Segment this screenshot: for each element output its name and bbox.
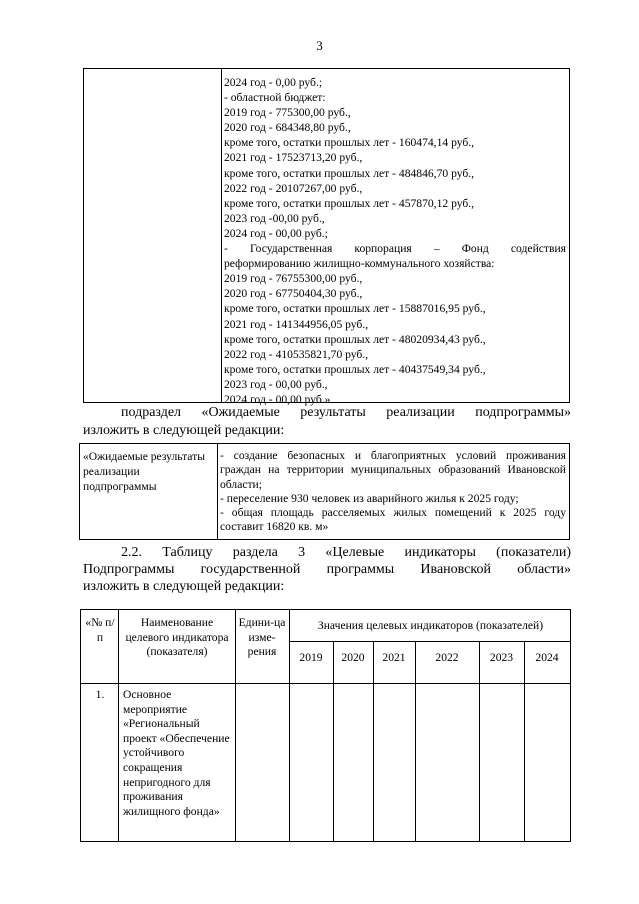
header-values: Значения целевых индикаторов (показателей) [317,619,544,632]
funding-line: 2024 год - 00,00 руб.; [224,226,328,240]
col-line [415,641,416,841]
section-heading: 2.2. Таблицу раздела 3 «Целевые индикаторы (показатели) [121,545,571,560]
year-2023: 2023 [489,651,514,664]
funding-line: - Государственная корпорация – Фонд содействия [224,242,566,256]
results-label: «Ожидаемые результаты реализации подпрограммы [83,450,205,493]
indicators-table [80,609,571,842]
funding-line: кроме того, остатки прошлых лет - 48020934,43 руб., [224,332,486,346]
section-heading-cont: Подпрограммы государственной программы Ивановской области» [83,562,571,577]
funding-line: кроме того, остатки прошлых лет - 160474,14 руб., [224,136,475,150]
funding-line: 2020 год - 67750404,30 руб., [224,287,363,301]
funding-line: - областной бюджет: [224,91,326,105]
funding-line: реформированию жилищно-коммунального хозяйства: [224,257,495,271]
result-item: - переселение 930 человек из аварийного жилья к 2025 году; [220,491,519,505]
funding-line: кроме того, остатки прошлых лет - 484846,70 руб., [224,166,475,180]
col-line [373,641,374,841]
funding-line: 2022 год - 20107267,00 руб., [224,181,363,195]
funding-line: 2020 год - 684348,80 руб., [224,121,351,135]
page-number: 3 [316,38,323,53]
results-table [79,443,570,540]
row-line [289,641,570,642]
subsection-instruction: изложить в следующей редакции: [83,423,285,438]
section-instruction: изложить в следующей редакции: [83,579,285,594]
funding-line: кроме того, остатки прошлых лет - 457870,12 руб., [224,196,475,210]
funding-line: кроме того, остатки прошлых лет - 40437549,34 руб., [224,362,486,376]
col-line [479,641,480,841]
result-item: - общая площадь расселяемых жилых помещений к 2025 году составит 16820 кв. м» [220,506,566,534]
funding-table [83,68,570,406]
result-item: - создание безопасных и благоприятных условий проживания граждан на территории муниципальных образований Ивановской области; [220,449,566,491]
funding-line: кроме того, остатки прошлых лет - 15887016,95 руб., [224,302,486,316]
col-line [524,641,525,841]
header-num: «№ п/п [85,616,115,644]
funding-line: 2019 год - 775300,00 руб., [224,106,351,120]
col-line [289,610,290,841]
funding-line: 2021 год - 141344956,05 руб., [224,317,369,331]
year-2022: 2022 [435,651,459,664]
col-line [118,610,119,841]
year-2024: 2024 [535,651,559,664]
row1-name: Основное мероприятие «Региональный проект «Обеспечение устойчивого сокращения непригодного для проживания жилищного фонда» [123,688,230,818]
year-2021: 2021 [382,651,406,664]
year-2019: 2019 [299,651,323,664]
subsection-heading: подраздел «Ожидаемые результаты реализации подпрограммы» [121,405,571,420]
funding-line: 2019 год - 76755300,00 руб., [224,272,363,286]
col-line [333,641,334,841]
row-line [81,683,570,684]
results-text [220,449,566,535]
funding-line: 2024 год - 00,00 руб.» [224,392,331,406]
header-unit: Едини-ца изме-рения [238,616,286,659]
funding-line: 2023 год -00,00 руб., [224,211,325,225]
row1-num: 1. [95,688,105,701]
table-divider [217,444,218,539]
header-name: Наименование целевого индикатора (показателя) [125,616,229,659]
funding-line: 2021 год - 17523713,20 руб., [224,151,363,165]
funding-line: 2022 год - 410535821,70 руб., [224,347,369,361]
funding-line: 2024 год - 0,00 руб.; [224,76,323,89]
funding-lines [224,75,566,407]
funding-line: 2023 год - 00,00 руб., [224,377,328,391]
year-2020: 2020 [341,651,365,664]
table-divider [221,69,222,402]
